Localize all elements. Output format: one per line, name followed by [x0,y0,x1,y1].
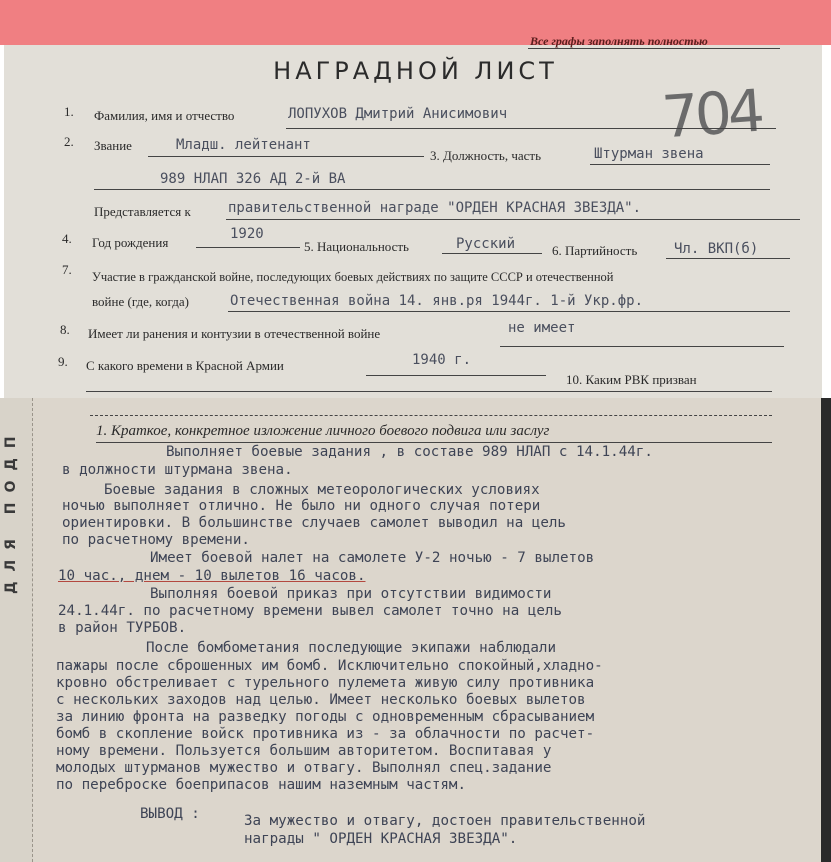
conclusion-line-1: За мужество и отвагу, достоен правительственной [244,813,646,829]
field-1-label: Фамилия, имя и отчество [94,108,235,123]
field-5-value: Русский [456,236,516,252]
body-line-4: ночью выполняет отлично. Не было ни одного случая потери [62,498,541,514]
body-line-7: Имеет боевой налет на самолете У-2 ночью - 7 вылетов [150,550,595,566]
body-line-6: по расчетному времени. [62,532,250,548]
body-line-18: ному времени. Пользуется большим авторитетом. Воспитавая у [56,743,552,759]
field-3-value: Штурман звена [594,146,704,162]
field-10-label: 10. Каким РВК призван [566,372,697,387]
field-5-label-wrap [304,239,409,255]
body-line-13: пажары после сброшенных им бомб. Исключительно спокойный,хладно- [56,658,603,674]
unit-line-value: 989 НЛАП 326 АД 2-й ВА [160,171,346,187]
field-8-label: Имеет ли ранения и контузии в отечественной войне [88,326,381,341]
field-6-value: Чл. ВКП(б) [674,241,759,257]
field-7-rule [228,311,790,312]
field-6-number: 6. [552,243,562,258]
field-2-label: Звание [94,138,132,153]
field-5-number: 5. [304,239,314,254]
body-line-5: ориентировки. В большинстве случаев самолет выводил на цель [62,515,566,531]
represented-rule [226,219,800,220]
body-line-15: с нескольких заходов над целью. Имеет несколько боевых вылетов [56,692,586,708]
field-6-label-wrap [552,243,637,259]
field-3-rule [590,164,770,165]
field-9-number: 9. [58,354,68,369]
field-6-label: Партийность [565,243,638,258]
field-2-number: 2. [64,134,74,149]
body-line-16: за линию фронта на разведку погоды с одновременным сбрасыванием [56,709,595,725]
field-1-rule [286,128,776,129]
field-4-label: Год рождения [92,235,169,250]
body-line-10: 24.1.44г. по расчетному времени вывел самолет точно на цель [58,603,562,619]
field-4-value: 1920 [230,226,264,242]
document-title: НАГРАДНОЙ ЛИСТ [273,57,558,85]
field-7-label-line-1: Участие в гражданской войне, последующих боевых действиях по защите СССР и отечественной [92,270,614,284]
section-heading: 1. Краткое, конкретное изложение личного боевого подвига или заслуг [96,423,550,439]
body-line-2: в должности штурмана звена. [62,462,293,478]
handwritten-number: 704 [659,76,763,152]
field-5-label: Национальность [317,239,409,254]
field-1-value: ЛОПУХОВ Дмитрий Анисимович [288,106,508,122]
field-8-rule [500,346,784,347]
field-8-number: 8. [60,322,70,337]
conclusion-label: ВЫВОД : [140,806,200,822]
body-line-20: по переброске боеприпасов нашим наземным частям. [56,777,466,793]
unit-line-rule [94,189,770,190]
body-line-17: бомб в скопление войск противника из - за облачности по расчет- [56,726,595,742]
field-9-value: 1940 г. [412,352,472,368]
field-4-rule [196,247,300,248]
body-line-19: молодых штурманов мужество и отвагу. Выполнял спец.задание [56,760,552,776]
section-top-rule [90,415,772,416]
field-9-label: С какого времени в Красной Армии [86,358,284,373]
fill-all-notice: Все графы заполнять полностью [530,34,708,48]
field-7-number: 7. [62,262,72,277]
field-3-label: Должность, часть [443,148,542,163]
field-3-number: 3. [430,148,440,163]
field-2-value: Младш. лейтенант [176,137,311,153]
body-line-14: кровно обстреливает с турельного пулемета живую силу противника [56,675,595,691]
body-line-11: в район ТУРБОВ. [58,620,187,636]
margin-label: ДЛЯ ПОДП [3,426,19,594]
body-line-9: Выполняя боевой приказ при отсутствии видимости [150,586,552,602]
represented-value: правительственной награде "ОРДЕН КРАСНАЯ ЗВЕЗДА". [228,200,642,216]
field-9-rule [366,375,546,376]
field-5-rule [442,253,542,254]
body-line-12: После бомбометания последующие экипажи наблюдали [146,640,556,656]
field-1-number: 1. [64,104,74,119]
represented-label: Представляется к [94,204,191,219]
field-8-value: не имеет [508,320,576,336]
field-4-number: 4. [62,231,72,246]
body-line-3: Боевые задания в сложных метеорологических условиях [104,482,540,498]
field-7-label-line-2: войне (где, когда) [92,294,189,309]
conclusion-line-2: награды " ОРДЕН КРАСНАЯ ЗВЕЗДА". [244,831,518,847]
field-10-rule [86,391,772,392]
section-heading-rule [96,442,772,443]
field-2-rule [148,156,424,157]
scan-edge [821,398,831,862]
field-3-label-wrap [430,148,541,164]
field-6-rule [666,258,790,259]
notice-underline [528,48,780,49]
body-line-1: Выполняет боевые задания , в составе 989 НЛАП с 14.1.44г. [166,444,653,460]
body-line-8: 10 час., днем - 10 вылетов 16 часов. [58,568,366,584]
field-7-value: Отечественная война 14. янв.ря 1944г. 1-й Укр.фр. [230,293,644,309]
